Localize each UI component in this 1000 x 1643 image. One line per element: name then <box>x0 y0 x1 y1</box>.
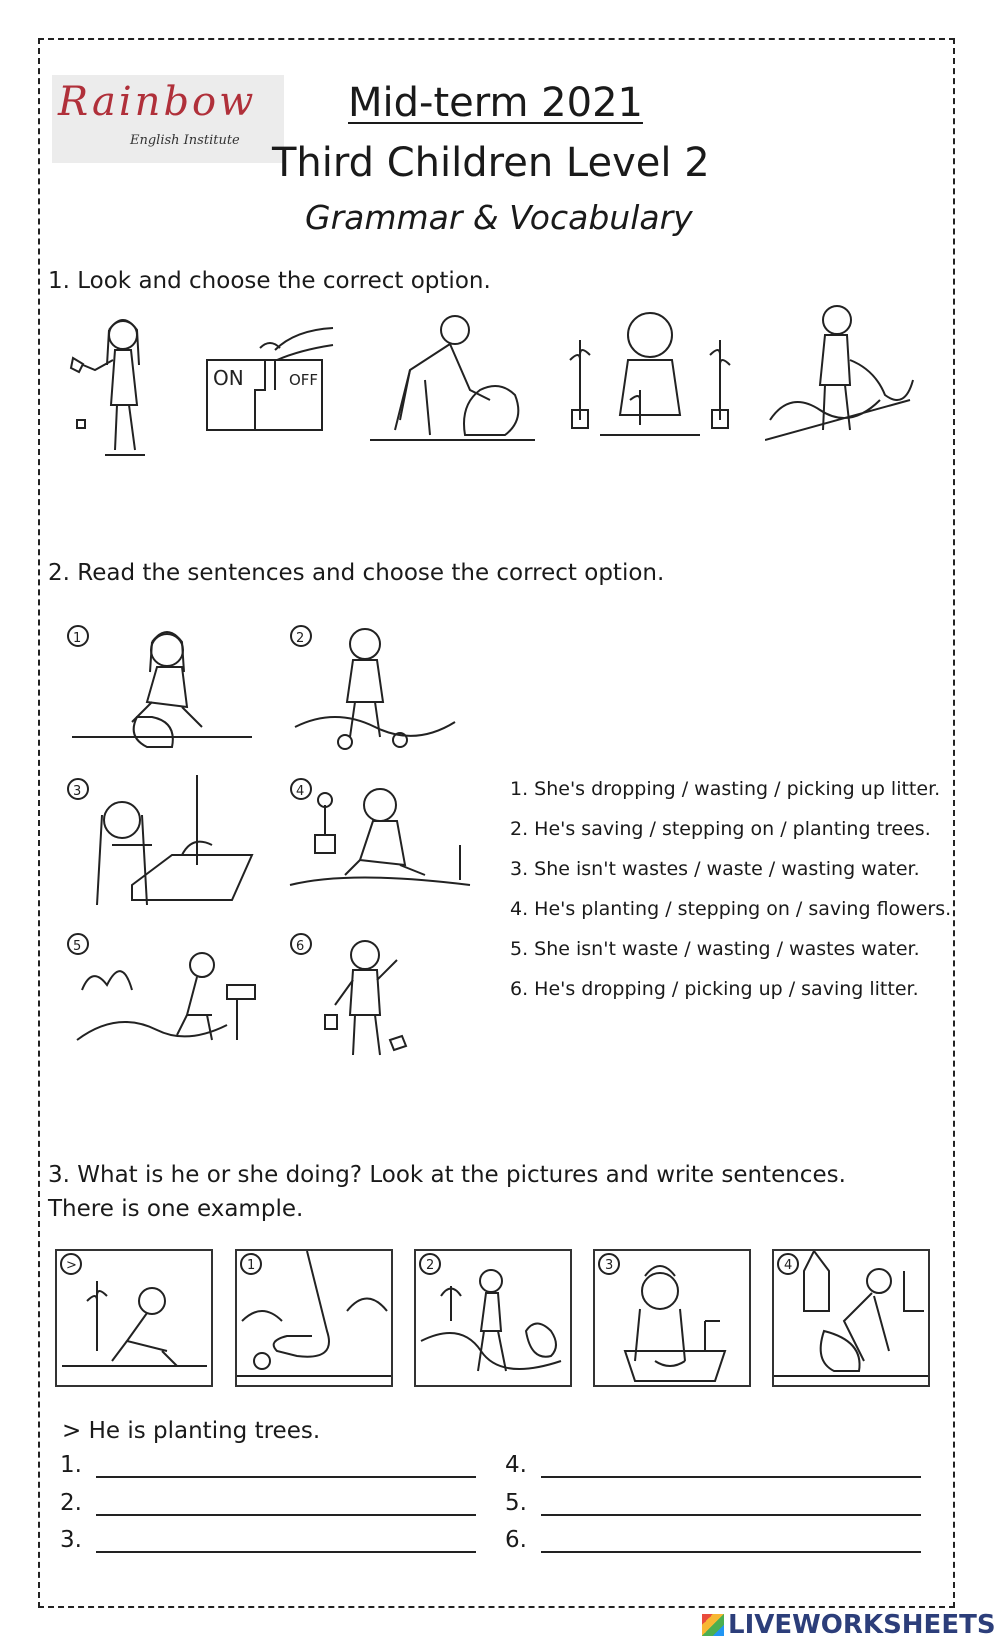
answer-number-3: 3. <box>60 1527 82 1553</box>
exercise2-instruction: 2. Read the sentences and choose the correct option. <box>48 560 665 586</box>
exercise2-picture-1 <box>62 622 262 757</box>
exercise3-instruction-example: There is one example. <box>48 1196 304 1222</box>
page-subtitle: Third Children Level 2 <box>272 140 710 186</box>
tap-on-off-picture <box>205 320 335 435</box>
picture-marker-1: 1 <box>247 1258 256 1273</box>
answer-number-2: 2. <box>60 1490 82 1516</box>
exercise2-sentence-6[interactable]: 6. He's dropping / picking up / saving litter. <box>510 978 919 1000</box>
logo-subtext: English Institute <box>130 133 240 148</box>
picture-number-2: 2 <box>296 631 305 646</box>
tap-on-label: ON <box>213 366 244 390</box>
tap-off-label: OFF <box>289 371 319 389</box>
answer-input-6[interactable] <box>541 1527 921 1553</box>
answer-input-4[interactable] <box>541 1452 921 1478</box>
rainbow-logo <box>52 75 284 163</box>
exercise2-sentence-5[interactable]: 5. She isn't waste / wasting / wastes water. <box>510 938 920 960</box>
section-title: Grammar & Vocabulary <box>305 198 693 237</box>
picture-number-1: 1 <box>73 631 82 646</box>
exercise2-picture-2 <box>285 622 465 757</box>
boy-wasting-water-picture <box>765 300 915 445</box>
picture-number-6: 6 <box>296 939 305 954</box>
exercise2-picture-5 <box>62 930 262 1065</box>
exercise3-picture-2 <box>414 1249 572 1387</box>
picture-marker-3: 3 <box>605 1258 614 1273</box>
boy-planting-trees-picture <box>560 300 740 450</box>
answer-input-1[interactable] <box>96 1452 476 1478</box>
answer-number-6: 6. <box>505 1527 527 1553</box>
answer-line-6[interactable] <box>505 1527 921 1553</box>
exercise2-picture-4 <box>285 775 485 910</box>
exercise2-sentence-3[interactable]: 3. She isn't wastes / waste / wasting water. <box>510 858 920 880</box>
picture-number-5: 5 <box>73 939 82 954</box>
picture-marker-example: > <box>66 1258 77 1273</box>
answer-number-5: 5. <box>505 1490 527 1516</box>
exercise2-picture-6 <box>285 930 465 1065</box>
logo-text: Rainbow <box>58 79 257 125</box>
page-title: Mid-term 2021 <box>348 80 643 126</box>
answer-line-5[interactable] <box>505 1490 921 1516</box>
answer-input-2[interactable] <box>96 1490 476 1516</box>
exercise3-example-sentence: > He is planting trees. <box>62 1418 321 1444</box>
answer-number-1: 1. <box>60 1452 82 1478</box>
picture-marker-2: 2 <box>426 1258 435 1273</box>
liveworksheets-logo-icon <box>702 1614 724 1636</box>
exercise3-picture-example <box>55 1249 213 1387</box>
liveworksheets-brand: LIVEWORKSHEETS <box>728 1610 996 1640</box>
answer-input-3[interactable] <box>96 1527 476 1553</box>
girl-dropping-litter-picture <box>65 310 175 470</box>
exercise2-sentence-1[interactable]: 1. She's dropping / wasting / picking up litter. <box>510 778 941 800</box>
exercise3-picture-4 <box>772 1249 930 1387</box>
picture-marker-4: 4 <box>784 1258 793 1273</box>
exercise1-instruction: 1. Look and choose the correct option. <box>48 268 491 294</box>
answer-line-4[interactable] <box>505 1452 921 1478</box>
answer-line-2[interactable] <box>60 1490 476 1516</box>
answer-line-3[interactable] <box>60 1527 476 1553</box>
exercise3-instruction: 3. What is he or she doing? Look at the pictures and write sentences. <box>48 1162 846 1188</box>
answer-line-1[interactable] <box>60 1452 476 1478</box>
exercise2-sentence-4[interactable]: 4. He's planting / stepping on / saving flowers. <box>510 898 952 920</box>
exercise3-picture-3 <box>593 1249 751 1387</box>
exercise2-sentence-2[interactable]: 2. He's saving / stepping on / planting trees. <box>510 818 931 840</box>
answer-input-5[interactable] <box>541 1490 921 1516</box>
exercise2-picture-3 <box>62 775 262 910</box>
picture-number-4: 4 <box>296 784 305 799</box>
picture-number-3: 3 <box>73 784 82 799</box>
answer-number-4: 4. <box>505 1452 527 1478</box>
exercise3-picture-1 <box>235 1249 393 1387</box>
liveworksheets-watermark <box>702 1610 996 1640</box>
boy-picking-litter-picture <box>370 310 540 450</box>
